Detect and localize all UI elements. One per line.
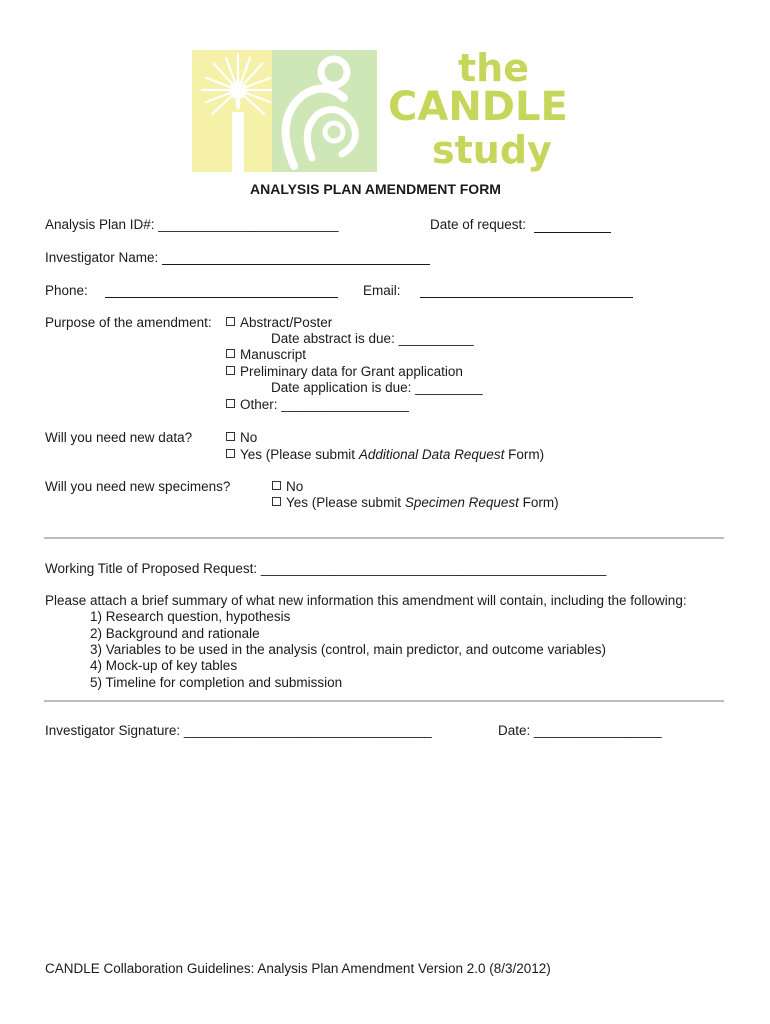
option-label-end: Form): [504, 447, 545, 462]
checkbox-icon[interactable]: [272, 497, 281, 506]
form-name: Specimen Request: [404, 495, 519, 510]
new-specimens-label: Will you need new specimens?: [45, 479, 231, 494]
grant-due-field[interactable]: Date application is due: _________: [271, 380, 483, 395]
form-name: Additional Data Request: [358, 447, 505, 462]
summary-item: 5) Timeline for completion and submission: [90, 675, 343, 690]
option-label-end: Form): [518, 495, 559, 510]
summary-item: 2) Background and rationale: [90, 626, 260, 641]
option-other[interactable]: [226, 397, 409, 412]
checkbox-icon[interactable]: [272, 481, 281, 490]
form-title: ANALYSIS PLAN AMENDMENT FORM: [250, 181, 501, 197]
investigator-name-line[interactable]: [162, 251, 430, 265]
new-data-yes[interactable]: [226, 447, 544, 462]
summary-item: 3) Variables to be used in the analysis (control, main predictor, and outcome variables): [90, 642, 607, 657]
checkbox-icon[interactable]: [226, 317, 235, 326]
summary-item: 4) Mock-up of key tables: [90, 658, 238, 673]
logo-yellow-panel: [192, 50, 272, 172]
option-label: Other: _________________: [240, 397, 409, 412]
new-data-no[interactable]: [226, 430, 257, 445]
logo-text-study: study: [432, 128, 552, 172]
page-footer: CANDLE Collaboration Guidelines: Analysis Plan Amendment Version 2.0 (8/3/2012): [45, 961, 551, 976]
purpose-label: Purpose of the amendment:: [45, 315, 212, 330]
checkbox-icon[interactable]: [226, 432, 235, 441]
new-data-label: Will you need new data?: [45, 430, 193, 445]
option-grant[interactable]: [226, 364, 463, 379]
logo-text-candle: CANDLE: [388, 84, 568, 130]
candle-starburst-icon: [192, 50, 272, 172]
option-label: Abstract/Poster: [240, 315, 333, 330]
working-title-field[interactable]: Working Title of Proposed Request: ______________________________________________: [45, 561, 607, 576]
email-label: Email:: [363, 283, 401, 298]
plan-id-field[interactable]: Analysis Plan ID#: ________________________: [45, 217, 339, 232]
summary-intro: Please attach a brief summary of what new information this amendment will contain, including the following:: [45, 593, 687, 608]
option-label: Preliminary data for Grant application: [240, 364, 463, 379]
option-label: No: [240, 430, 258, 445]
mother-child-icon: [272, 50, 377, 172]
new-specimens-no[interactable]: [272, 479, 303, 494]
signature-date-field[interactable]: Date: _________________: [498, 723, 662, 738]
checkbox-icon[interactable]: [226, 449, 235, 458]
option-label: No: [286, 479, 304, 494]
section-divider: [44, 700, 724, 702]
date-of-request-label: Date of request:: [430, 217, 527, 232]
summary-item: 1) Research question, hypothesis: [90, 609, 291, 624]
checkbox-icon[interactable]: [226, 349, 235, 358]
abstract-due-field[interactable]: Date abstract is due: __________: [271, 331, 474, 346]
logo-text-the: the: [458, 46, 529, 90]
option-abstract-poster[interactable]: [226, 315, 332, 330]
section-divider: [44, 537, 724, 539]
option-label: Yes (Please submit: [286, 495, 405, 510]
option-label: Manuscript: [240, 347, 307, 362]
phone-label: Phone:: [45, 283, 88, 298]
option-label: Yes (Please submit: [240, 447, 359, 462]
email-line[interactable]: [420, 284, 633, 298]
date-of-request-line[interactable]: [534, 218, 611, 233]
new-specimens-yes[interactable]: [272, 495, 559, 510]
checkbox-icon[interactable]: [226, 399, 235, 408]
logo-green-panel: [272, 50, 377, 172]
option-manuscript[interactable]: [226, 347, 306, 362]
investigator-signature-field[interactable]: Investigator Signature: _________________________________: [45, 723, 432, 738]
checkbox-icon[interactable]: [226, 366, 235, 375]
investigator-name-label: Investigator Name:: [45, 250, 159, 265]
phone-line[interactable]: [105, 284, 338, 298]
candle-study-logo: [192, 46, 572, 180]
